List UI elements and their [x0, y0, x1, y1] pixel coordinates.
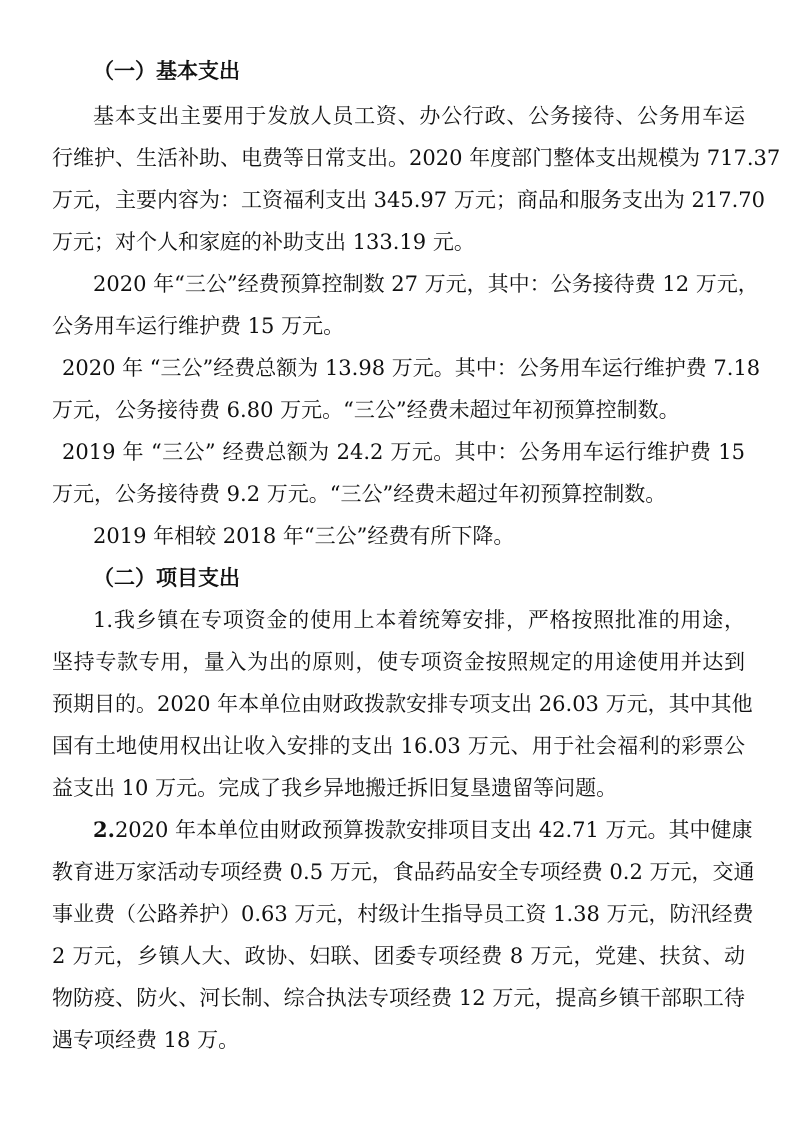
paragraph-line: 物防疫、防火、河长制、综合执法专项经费 12 万元，提高乡镇干部职工待 [52, 986, 745, 1010]
paragraph-line: 行维护、生活补助、电费等日常支出。2020 年度部门整体支出规模为 717.37 [52, 146, 781, 170]
section-heading-project-expenditure: （二）项目支出 [93, 565, 240, 590]
paragraph-line: 2019 年 “三公” 经费总额为 24.2 万元。其中：公务用车运行维护费 15 [62, 440, 745, 464]
paragraph-text: 2020 年本单位由财政预算拨款安排项目支出 42.71 万元。其中健康 [114, 818, 753, 842]
paragraph-line: 2 万元，乡镇人大、政协、妇联、团委专项经费 8 万元，党建、扶贫、动 [52, 944, 745, 968]
paragraph-line: 益支出 10 万元。完成了我乡异地搬迁拆旧复垦遗留等问题。 [52, 776, 618, 800]
paragraph-line: 公务用车运行维护费 15 万元。 [52, 314, 345, 338]
paragraph-line: 万元；对个人和家庭的补助支出 133.19 元。 [52, 230, 475, 254]
paragraph-line: 国有土地使用权出让收入安排的支出 16.03 万元、用于社会福利的彩票公 [52, 734, 745, 758]
paragraph-line [93, 815, 753, 845]
paragraph-line: 基本支出主要用于发放人员工资、办公行政、公务接待、公务用车运 [93, 104, 745, 128]
paragraph-line: 事业费（公路养护）0.63 万元，村级计生指导员工资 1.38 万元，防汛经费 [52, 902, 754, 926]
paragraph-line: 坚持专款专用，量入为出的原则，使专项资金按照规定的用途使用并达到 [52, 650, 745, 674]
paragraph-line: 万元，主要内容为：工资福利支出 345.97 万元；商品和服务支出为 217.70 [52, 188, 765, 212]
paragraph-line: 教育进万家活动专项经费 0.5 万元，食品药品安全专项经费 0.2 万元，交通 [52, 860, 755, 884]
paragraph-line: 2020 年“三公”经费预算控制数 27 万元，其中：公务接待费 12 万元， [93, 272, 759, 296]
paragraph-line: 遇专项经费 18 万。 [52, 1028, 240, 1052]
section-heading-basic-expenditure: （一）基本支出 [93, 58, 240, 83]
paragraph-line: 2019 年相较 2018 年“三公”经费有所下降。 [93, 524, 515, 548]
paragraph-line: 预期目的。2020 年本单位由财政拨款安排专项支出 26.03 万元，其中其他 [52, 692, 753, 716]
paragraph-line: 万元，公务接待费 6.80 万元。“三公”经费未超过年初预算控制数。 [52, 398, 680, 422]
paragraph-line: 2020 年 “三公”经费总额为 13.98 万元。其中：公务用车运行维护费 7.18 [62, 356, 761, 380]
item-number: 2. [93, 817, 115, 842]
paragraph-line: 1.我乡镇在专项资金的使用上本着统筹安排，严格按照批准的用途， [93, 608, 745, 632]
paragraph-line: 万元，公务接待费 9.2 万元。“三公”经费未超过年初预算控制数。 [52, 482, 667, 506]
